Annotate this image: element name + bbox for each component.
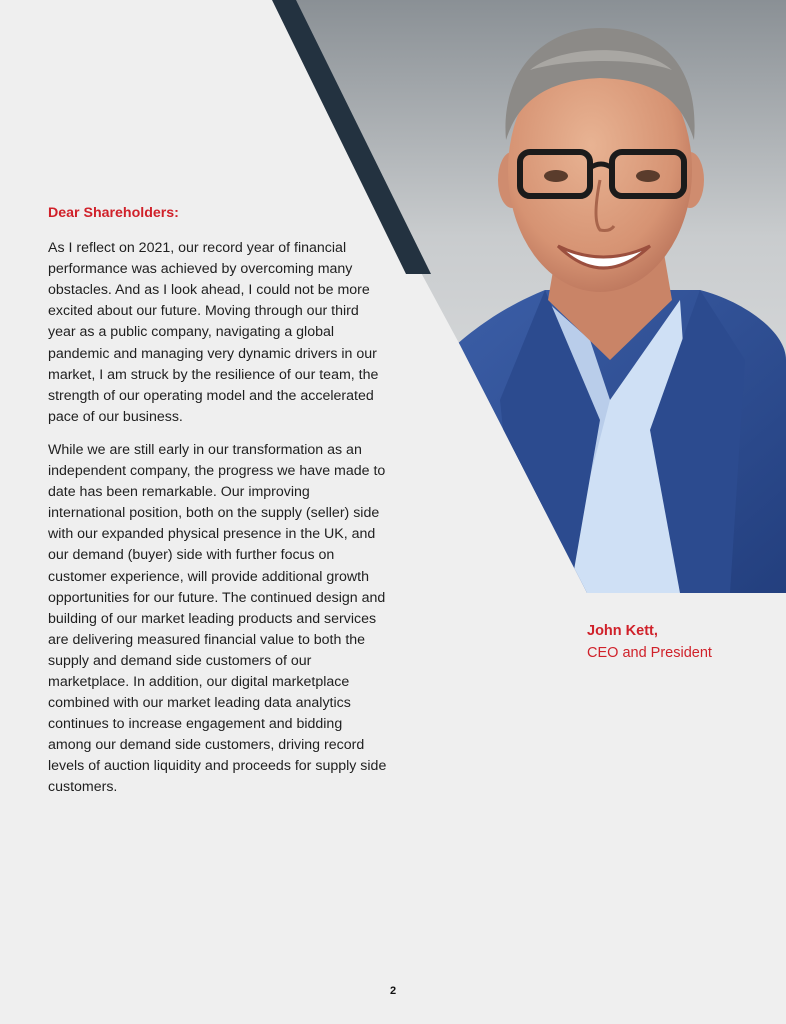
shareholder-letter <box>48 203 388 811</box>
letter-greeting: Dear Shareholders: <box>48 205 179 221</box>
photo-caption <box>587 620 712 664</box>
caption-title: CEO and President <box>587 645 712 661</box>
page-number: 2 <box>389 985 397 997</box>
letter-paragraph-1: As I reflect on 2021, our record year of financial performance was achieved by overcoming many obstacles. And as I look ahead, I could not be more excited about our future. Moving through our third year as a public company, navigating a global pandemic and managing very dynamic drivers in our market, I am struck by the resilience of our team, the strength of our operating model and the accelerated pace of our business. <box>48 240 379 425</box>
letter-paragraph-2: While we are still early in our transformation as an independent company, the progress we have made to date has been remarkable. Our improving international position, both on the supply (seller) side with our expanded physical presence in the UK, and our demand (buyer) side with further focus on customer experience, will provide additional growth opportunities for our future. The continued design and building of our market leading products and services are delivering measured financial value to both the supply and demand side customers of our marketplace. In addition, our digital marketplace combined with our market leading data analytics continues to increase engagement and bidding among our demand side customers, driving record levels of auction liquidity and proceeds for supply side customers. <box>48 441 387 796</box>
caption-name: John Kett, <box>587 623 658 639</box>
